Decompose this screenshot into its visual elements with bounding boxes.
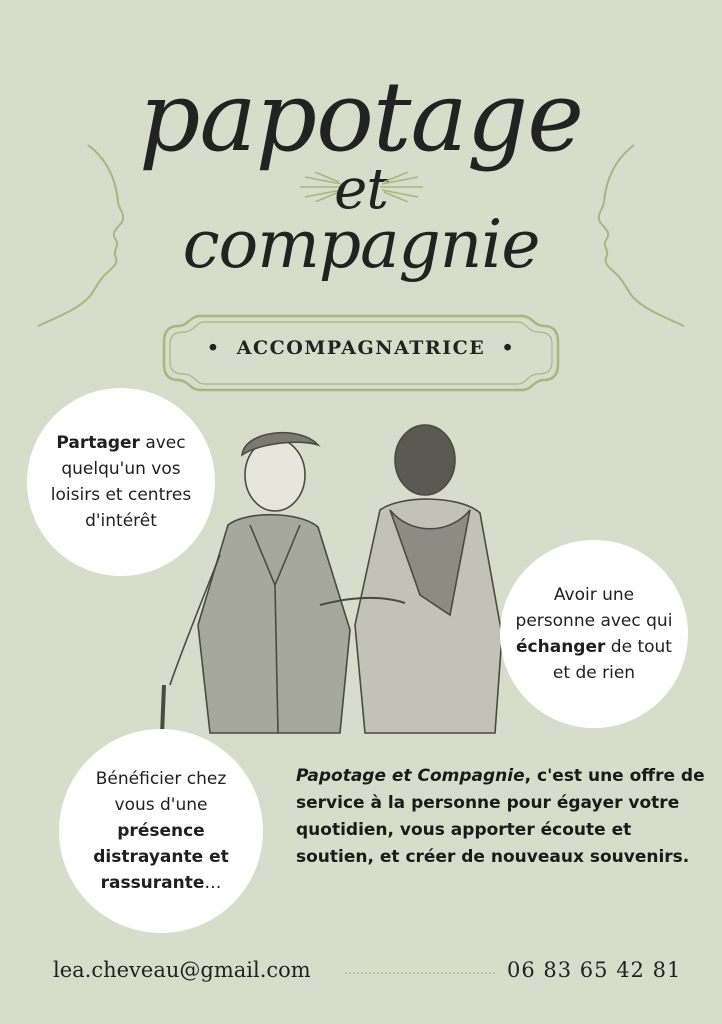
title-et: et (334, 157, 388, 222)
description-brand: Papotage et Compagnie (296, 766, 525, 786)
description-text: , c'est une offre de service à la personne pour égayer votre quotidien, vous apporter écoute et soutien, et créer de nouveaux souvenirs. (296, 766, 705, 867)
bubble-presence (59, 729, 263, 933)
bubble-echanger-pre: Avoir une personne avec qui (515, 585, 673, 631)
contact-phone[interactable]: 06 83 65 42 81 (507, 958, 682, 982)
service-description (296, 763, 706, 871)
contact-email[interactable]: lea.cheveau@gmail.com (53, 958, 311, 982)
title-compagnie: compagnie (182, 206, 540, 283)
footer-divider (345, 972, 495, 974)
bubble-partager-text: avec quelqu'un vos loisirs et centres d'intérêt (50, 433, 192, 531)
bubble-presence-bold: présence distrayante et rassurante (93, 821, 229, 893)
title-papotage: papotage (138, 61, 583, 173)
badge-accompagnatrice: • ACCOMPAGNATRICE • (206, 337, 516, 359)
bubble-presence-post: … (204, 873, 222, 893)
bubble-partager-bold: Partager (56, 433, 140, 453)
bubble-echanger-post: de tout et de rien (552, 637, 672, 683)
bubble-presence-pre: Bénéficier chez vous d'une (95, 769, 227, 815)
bubble-echanger (500, 540, 688, 728)
bubble-partager (27, 388, 215, 576)
bubble-echanger-bold: échanger (516, 637, 606, 657)
sunburst-right-icon (378, 172, 428, 202)
